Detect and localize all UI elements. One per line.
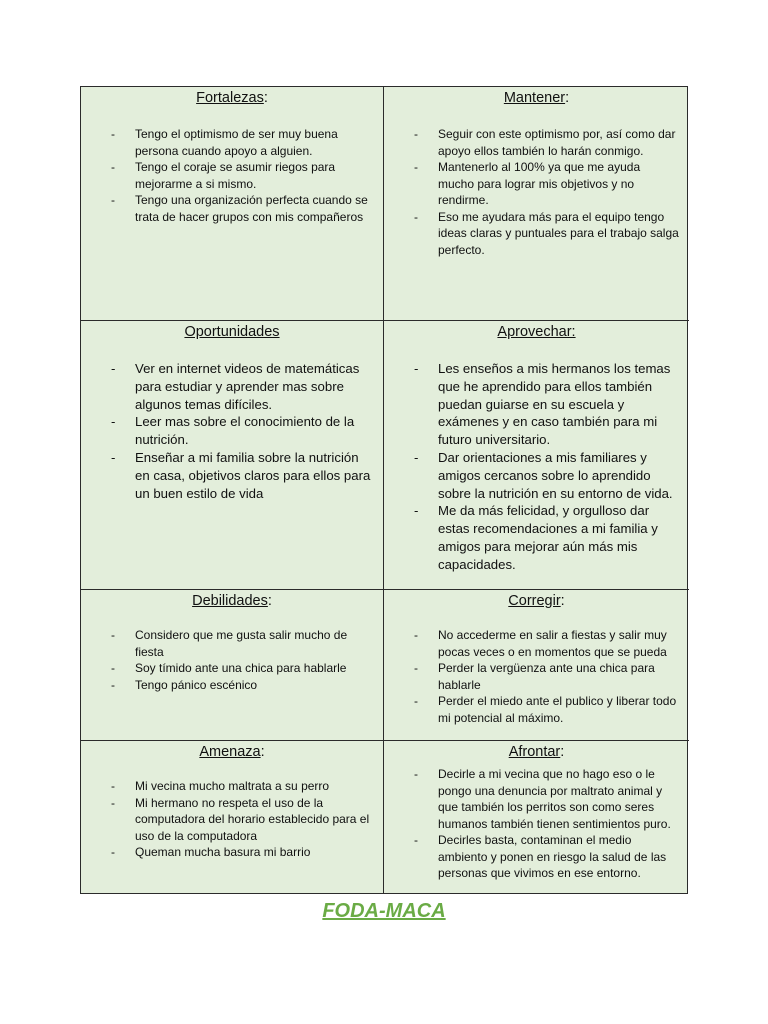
cell-title-text: Amenaza xyxy=(199,744,261,760)
cell-title-aprovechar xyxy=(394,323,679,342)
cell-title-corregir xyxy=(394,592,679,611)
cell-title-text: Oportunidades xyxy=(184,324,280,340)
cell-title-text: Debilidades xyxy=(192,593,268,609)
cell-title-text: Corregir xyxy=(508,593,561,609)
list-item: - Tengo pánico escénico xyxy=(105,677,373,694)
cell-title-oportunidades xyxy=(91,323,373,342)
list-item: - Considero que me gusta salir mucho de fiesta xyxy=(105,627,373,660)
cell-title-afrontar xyxy=(394,743,679,762)
cell-afrontar xyxy=(384,741,689,893)
list-item: - Seguir con este optimismo por, así como dar apoyo ellos también lo harán conmigo. xyxy=(408,126,679,159)
list-corregir xyxy=(408,627,679,726)
list-item: - Mantenerlo al 100% ya que me ayuda mucho para lograr mis objetivos y no rendirme. xyxy=(408,159,679,209)
list-debilidades xyxy=(105,627,373,693)
cell-title-text: Fortalezas xyxy=(196,90,264,106)
cell-corregir xyxy=(384,590,689,741)
cell-title-text: Aprovechar: xyxy=(497,324,576,340)
cell-fortalezas xyxy=(81,87,384,321)
list-amenaza xyxy=(105,778,373,861)
cell-title-amenaza xyxy=(91,743,373,762)
list-mantener xyxy=(408,126,679,258)
list-item: - Dar orientaciones a mis familiares y amigos cercanos sobre lo aprendido sobre la nutrición en su entorno de vida. xyxy=(408,449,679,502)
list-item: - Tengo el coraje se asumir riegos para mejorarme a si mismo. xyxy=(105,159,373,192)
list-fortalezas xyxy=(105,126,373,225)
list-item: - Me da más felicidad, y orgulloso dar estas recomendaciones a mi familia y amigos para mejorar aún más mis capacidades. xyxy=(408,502,679,573)
list-item: - Tengo el optimismo de ser muy buena persona cuando apoyo a alguien. xyxy=(105,126,373,159)
list-afrontar xyxy=(408,766,679,882)
list-aprovechar xyxy=(408,360,679,574)
list-item: - Decirles basta, contaminan el medio ambiento y ponen en riesgo la salud de las personas que vivimos en ese entorno. xyxy=(408,832,679,882)
cell-amenaza xyxy=(81,741,384,893)
list-item: - Perder la vergüenza ante una chica para hablarle xyxy=(408,660,679,693)
cell-mantener xyxy=(384,87,689,321)
list-item: - Tengo una organización perfecta cuando se trata de hacer grupos con mis compañeros xyxy=(105,192,373,225)
cell-oportunidades xyxy=(81,321,384,590)
list-item: - Eso me ayudara más para el equipo tengo ideas claras y puntuales para el trabajo salga perfecto. xyxy=(408,209,679,259)
list-item: - Enseñar a mi familia sobre la nutrición en casa, objetivos claros para ellos para un buen estilo de vida xyxy=(105,449,373,502)
list-item: - Perder el miedo ante el publico y liberar todo mi potencial al máximo. xyxy=(408,693,679,726)
cell-debilidades xyxy=(81,590,384,741)
list-item: - No accederme en salir a fiestas y salir muy pocas veces o en momentos que se pueda xyxy=(408,627,679,660)
cell-title-suffix: : xyxy=(267,593,272,609)
list-item: - Ver en internet videos de matemáticas para estudiar y aprender mas sobre algunos temas difíciles. xyxy=(105,360,373,413)
list-item: - Leer mas sobre el conocimiento de la nutrición. xyxy=(105,413,373,449)
cell-title-text: Afrontar xyxy=(508,744,561,760)
list-item: - Soy tímido ante una chica para hablarle xyxy=(105,660,373,677)
cell-title-debilidades xyxy=(91,592,373,611)
cell-title-fortalezas xyxy=(91,89,373,108)
list-item: - Mi hermano no respeta el uso de la computadora del horario establecido para el uso de la computadora xyxy=(105,795,373,845)
cell-title-suffix: : xyxy=(560,744,565,760)
cell-title-suffix: : xyxy=(560,593,565,609)
cell-title-suffix: : xyxy=(263,90,268,106)
list-item: - Les enseños a mis hermanos los temas que he aprendido para ellos también puedan guiarse en su escuela y exámenes y en caso también para mi futuro universitario. xyxy=(408,360,679,449)
cell-title-suffix: : xyxy=(260,744,265,760)
cell-title-mantener xyxy=(394,89,679,108)
list-item: - Decirle a mi vecina que no hago eso o le pongo una denuncia por maltrato animal y que también los perritos son como seres humanos también tienen sentimientos puro. xyxy=(408,766,679,832)
cell-aprovechar xyxy=(384,321,689,590)
list-oportunidades xyxy=(105,360,373,502)
list-item: - Mi vecina mucho maltrata a su perro xyxy=(105,778,373,795)
foda-table xyxy=(80,86,688,894)
cell-title-suffix: : xyxy=(565,90,570,106)
list-item: - Queman mucha basura mi barrio xyxy=(105,844,373,861)
document-title: FODA-MACA xyxy=(322,900,446,922)
cell-title-text: Mantener xyxy=(503,90,566,106)
